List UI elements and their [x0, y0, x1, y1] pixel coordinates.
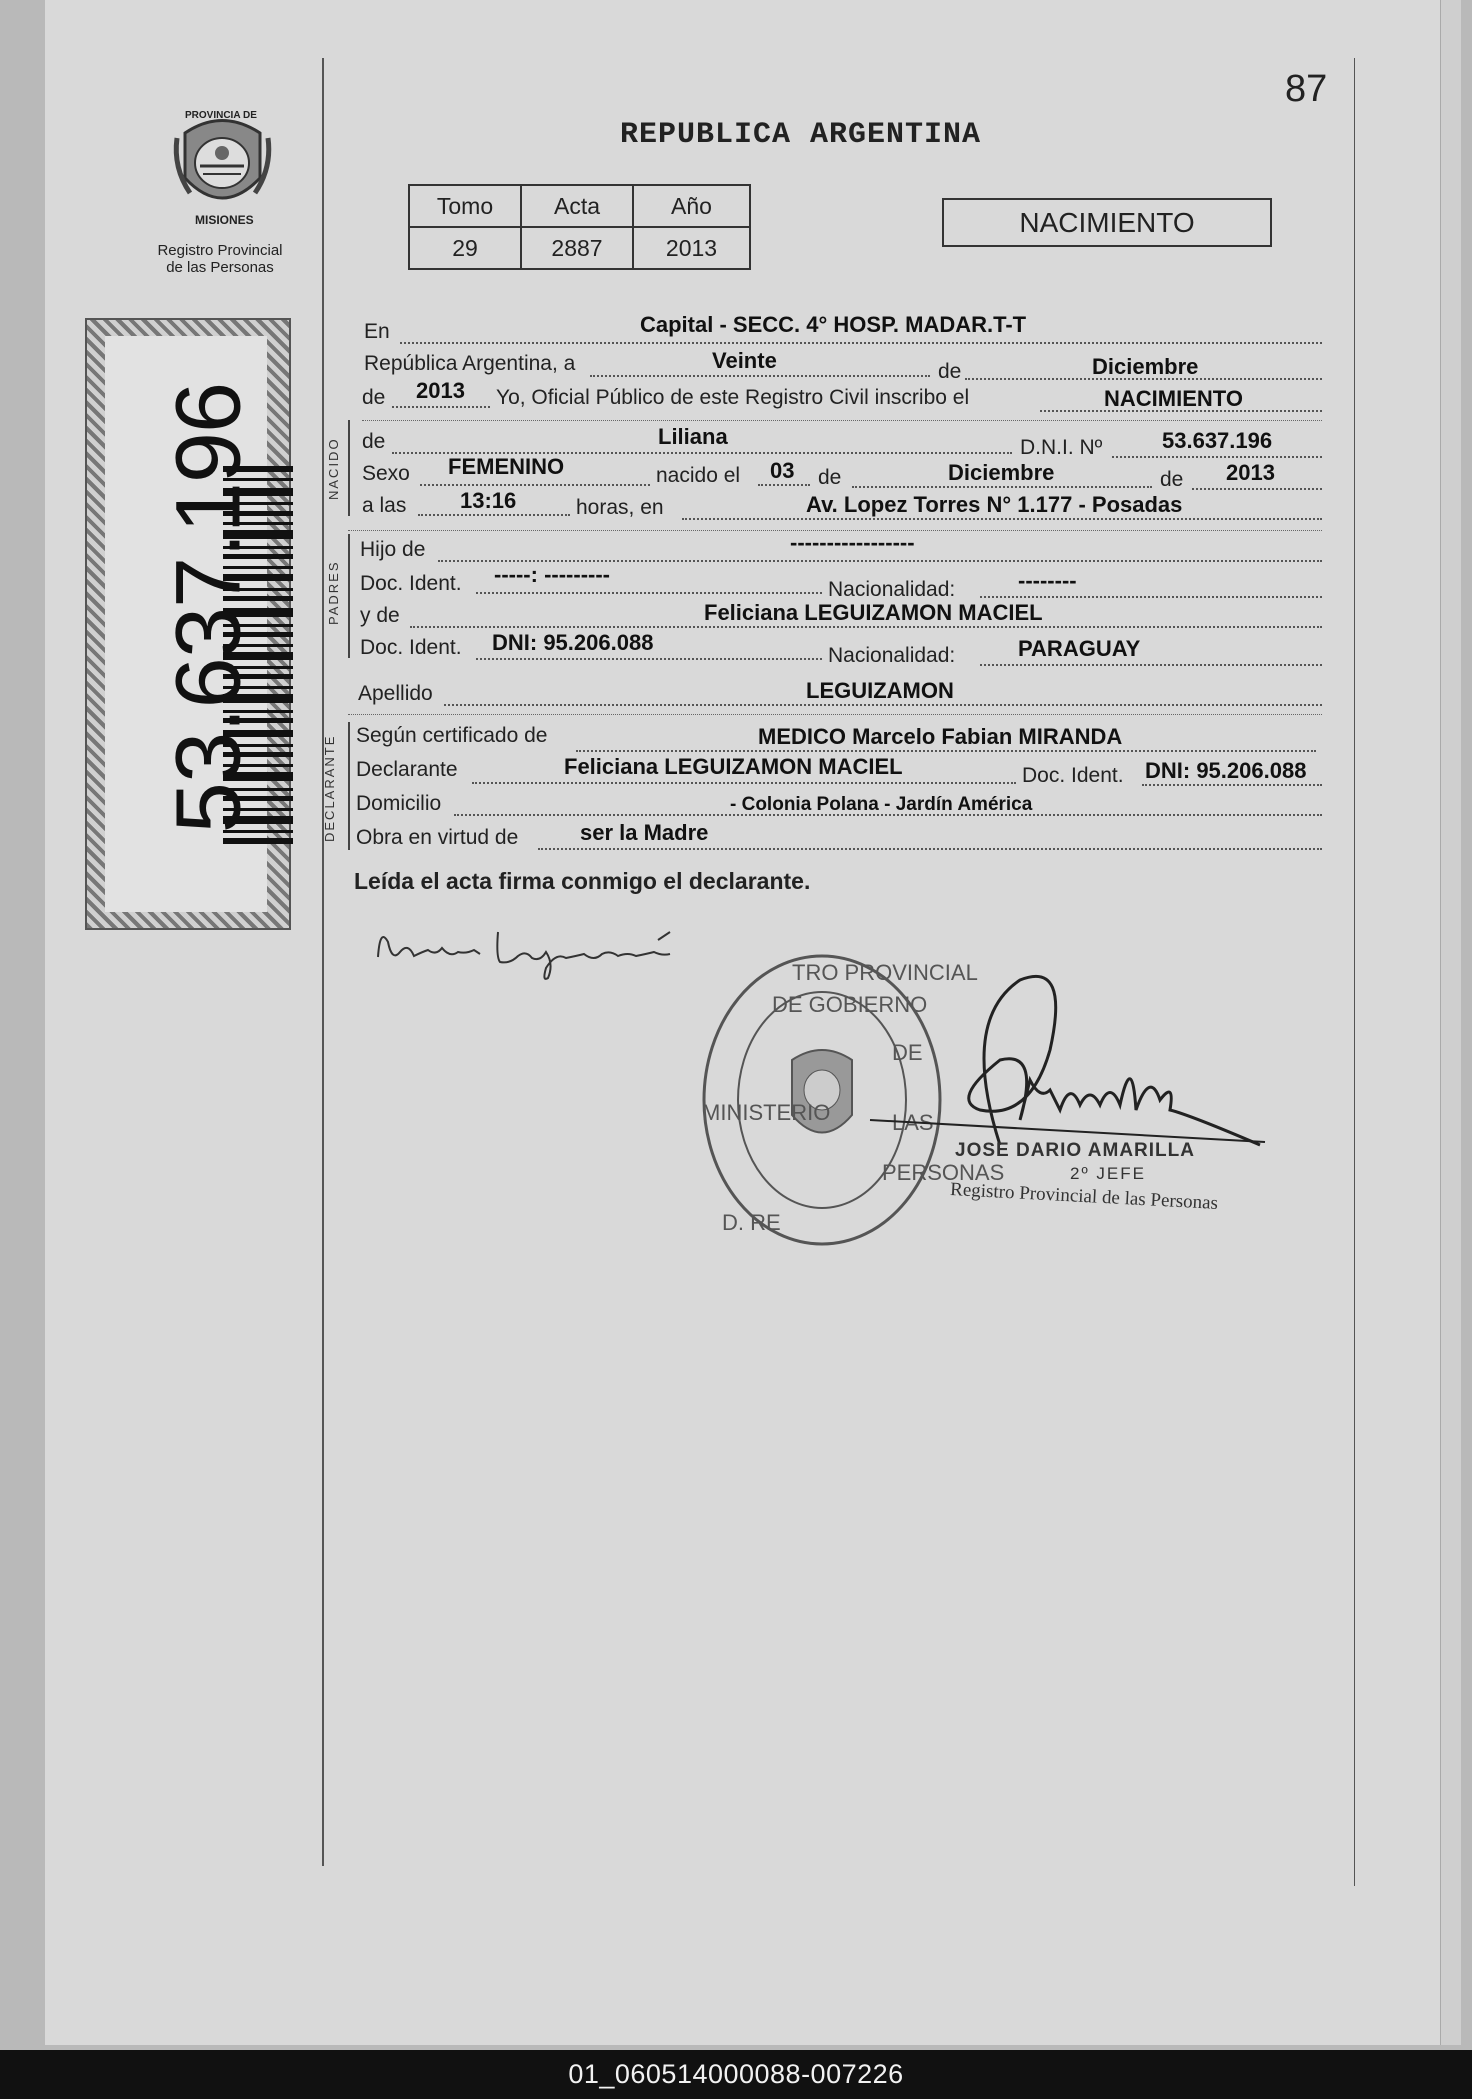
declarant-value: Feliciana LEGUIZAMON MACIEL — [564, 754, 903, 779]
apellido-label: Apellido — [358, 682, 433, 705]
yde-label: y de — [360, 604, 400, 627]
birth-month-dotted-line — [852, 486, 1152, 488]
cert-label: Según certificado de — [356, 724, 548, 747]
registry-table-header — [409, 185, 750, 227]
birth-de-label: de — [818, 466, 842, 489]
birth-month-value: Diciembre — [948, 460, 1055, 485]
nac2-dotted-line — [980, 664, 1322, 666]
nacido-section-label: NACIDO — [326, 437, 341, 500]
barcode-number: 53.637.196 — [157, 382, 260, 834]
table-header-acta: Acta — [521, 185, 633, 227]
declarante-separator — [348, 714, 1322, 715]
mother-nationality-value: PARAGUAY — [1018, 636, 1141, 661]
closing-statement: Leída el acta firma conmigo el declarante. — [354, 868, 811, 894]
barcode-sticker — [85, 318, 291, 930]
seal-caption — [150, 242, 290, 276]
page-edge — [1440, 0, 1461, 2045]
month-value: Diciembre — [1092, 354, 1199, 379]
table-cell-ano: 2013 — [633, 227, 750, 269]
a-las-label: a las — [362, 494, 407, 517]
nacido-section-bar — [348, 420, 350, 516]
birth-year-value: 2013 — [1226, 460, 1275, 485]
footer-code: 01_060514000088-007226 — [0, 2050, 1472, 2099]
doc1-label: Doc. Ident. — [360, 572, 462, 595]
table-header-tomo: Tomo — [409, 185, 521, 227]
mother-value: Feliciana LEGUIZAMON MACIEL — [704, 600, 1043, 625]
seal-caption-line1: Registro Provincial — [157, 242, 283, 259]
nac1-dotted-line — [980, 596, 1322, 598]
mother-doc-value: DNI: 95.206.088 — [492, 630, 654, 655]
svg-text:TRO PROVINCIAL: TRO PROVINCIAL — [792, 960, 978, 985]
declarant-doc-value: DNI: 95.206.088 — [1145, 758, 1307, 783]
dni-dotted-line — [1112, 456, 1322, 458]
domicilio-value: - Colonia Polana - Jardín América — [730, 794, 1033, 815]
official-office: Registro Provincial de las Personas — [949, 1179, 1219, 1215]
horas-label: horas, en — [576, 496, 664, 519]
obra-dotted-line — [538, 848, 1322, 850]
decl-doc-dotted-line — [1142, 784, 1322, 786]
father-nationality-value: -------- — [1018, 568, 1077, 593]
registry-table — [408, 184, 751, 270]
inscribo-label: Yo, Oficial Público de este Registro Civil inscribo el — [496, 386, 970, 409]
decl-label: Declarante — [356, 758, 458, 781]
de-year-label: de — [362, 386, 386, 409]
declarante-section-label: DECLARANTE — [322, 734, 337, 842]
nac1-label: Nacionalidad: — [828, 578, 956, 601]
republica-label: República Argentina, a — [364, 352, 576, 375]
cert-dotted-line — [576, 750, 1316, 752]
nacido-el-label: nacido el — [656, 464, 741, 487]
declarante-section-bar — [348, 722, 350, 850]
birth-place-value: Av. Lopez Torres N° 1.177 - Posadas — [806, 492, 1183, 517]
en-value: Capital - SECC. 4° HOSP. MADAR.T-T — [640, 312, 1027, 337]
seal-top-text: PROVINCIA DE — [185, 110, 257, 121]
table-header-ano: Año — [633, 185, 750, 227]
birth-day-dotted-line — [758, 484, 810, 486]
year-dotted-line — [392, 406, 490, 408]
document-type: NACIMIENTO — [942, 198, 1272, 247]
padres-section-bar — [348, 534, 350, 658]
nacido-separator — [362, 420, 1322, 421]
svg-text:MINISTERIO: MINISTERIO — [702, 1100, 831, 1125]
day-value: Veinte — [712, 348, 777, 373]
table-cell-acta: 2887 — [521, 227, 633, 269]
apellido-dotted-line — [444, 704, 1322, 706]
right-margin-rule — [1354, 58, 1355, 1886]
birth-day-value: 03 — [770, 458, 795, 483]
nacido-de-label: de — [362, 430, 386, 453]
seal-bottom-text: MISIONES — [195, 213, 254, 227]
child-name-value: Liliana — [658, 424, 728, 449]
doc1-dotted-line — [476, 592, 822, 594]
nac2-label: Nacionalidad: — [828, 644, 956, 667]
svg-text:DE GOBIERNO: DE GOBIERNO — [772, 992, 928, 1017]
svg-text:PERSONAS: PERSONAS — [882, 1160, 1005, 1185]
domicilio-label: Domicilio — [356, 792, 442, 815]
obra-value: ser la Madre — [580, 820, 709, 845]
birth-time-value: 13:16 — [460, 488, 517, 513]
apellido-value: LEGUIZAMON — [806, 678, 954, 703]
cert-value: MEDICO Marcelo Fabian MIRANDA — [758, 724, 1123, 749]
registry-table-row — [409, 227, 750, 269]
de-label: de — [938, 360, 962, 383]
father-doc-value: -----: --------- — [494, 562, 611, 587]
father-value: ----------------- — [790, 530, 915, 555]
official-signature — [870, 960, 1270, 1160]
mother-dotted-line — [410, 626, 1322, 628]
year-value: 2013 — [416, 378, 465, 403]
decl-doc-label: Doc. Ident. — [1022, 764, 1124, 787]
sexo-dotted-line — [420, 484, 650, 486]
inscribo-value: NACIMIENTO — [1104, 386, 1243, 411]
table-cell-tomo: 29 — [409, 227, 521, 269]
doc2-dotted-line — [476, 658, 822, 660]
doc2-label: Doc. Ident. — [360, 636, 462, 659]
sexo-value: FEMENINO — [448, 454, 565, 479]
page-number: 87 — [1285, 68, 1328, 110]
padres-section-label: PADRES — [326, 560, 341, 625]
page-title: REPUBLICA ARGENTINA — [620, 118, 982, 152]
svg-text:D. RE: D. RE — [722, 1210, 781, 1235]
seal-caption-line2: de las Personas — [166, 259, 274, 276]
day-dotted-line — [590, 375, 930, 377]
place-dotted-line — [682, 518, 1322, 520]
birth-de-label-2: de — [1160, 468, 1184, 491]
hijo-label: Hijo de — [360, 538, 426, 561]
dni-label: D.N.I. Nº — [1020, 436, 1103, 459]
en-dotted-line — [400, 342, 1322, 344]
left-margin-rule — [322, 58, 324, 1866]
official-role: 2º JEFE — [1070, 1164, 1146, 1183]
en-label: En — [364, 320, 390, 343]
declarant-signature — [370, 912, 710, 982]
time-dotted-line — [418, 514, 570, 516]
obra-label: Obra en virtud de — [356, 826, 519, 849]
dni-value: 53.637.196 — [1162, 428, 1273, 453]
sexo-label: Sexo — [362, 462, 410, 485]
official-name: JOSE DARIO AMARILLA — [955, 1140, 1195, 1161]
province-seal-icon — [165, 108, 280, 218]
birth-year-dotted-line — [1192, 488, 1322, 490]
svg-text:LAS: LAS — [892, 1110, 934, 1135]
svg-text:DE: DE — [892, 1040, 923, 1065]
decl-dotted-line — [472, 782, 1016, 784]
